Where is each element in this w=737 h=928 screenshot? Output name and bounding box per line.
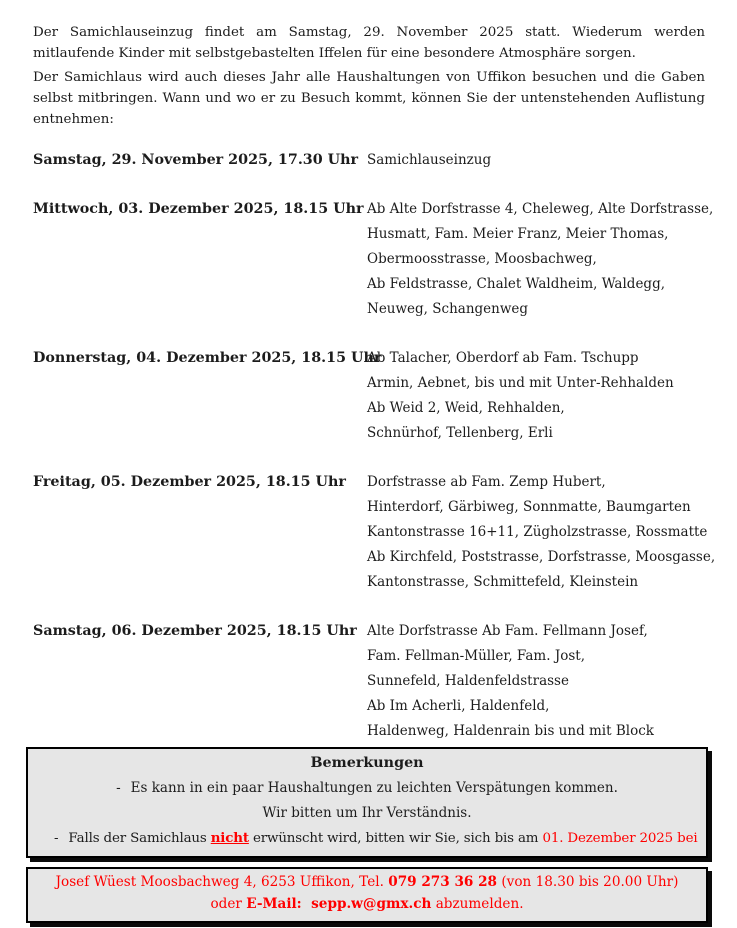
schedule-entry — [33, 619, 705, 744]
schedule-locations — [367, 197, 713, 322]
intro-paragraph-1: Der Samichlauseinzug findet am Samstag, 29. November 2025 statt. Wiederum werden mitlaufende Kinder mit selbstgebastelten Iffelen für eine besondere Atmosphäre sorgen. — [33, 25, 705, 61]
location-line: Kantonstrasse 16+11, Zügholzstrasse, Rossmatte — [367, 524, 708, 540]
remarks-line-3-text — [68, 826, 697, 851]
location-line: Kantonstrasse, Schmittefeld, Kleinstein — [367, 574, 639, 590]
remarks-line-1 — [40, 776, 694, 801]
schedule-entry — [33, 346, 705, 446]
location-line: Husmatt, Fam. Meier Franz, Meier Thomas, — [367, 226, 669, 242]
location-line: Sunnefeld, Haldenfeldstrasse — [367, 673, 569, 689]
location-line: Haldenweg, Haldenrain bis und mit Block — [367, 723, 654, 739]
location-line: Samichlauseinzug — [367, 152, 492, 168]
location-line: Schnürhof, Tellenberg, Erli — [367, 425, 553, 441]
schedule-date: Samstag, 06. Dezember 2025, 18.15 Uhr — [33, 623, 357, 639]
deadline-date: 01. Dezember 2025 bei — [542, 831, 698, 846]
schedule-locations — [367, 148, 705, 173]
contact-segment: abzumelden. — [431, 895, 524, 912]
location-line: Ab Weid 2, Weid, Rehhalden, — [367, 400, 565, 416]
phone-number: 079 273 36 28 — [388, 874, 498, 890]
location-line: Ab Alte Dorfstrasse 4, Cheleweg, Alte Dorfstrasse, — [367, 201, 714, 217]
dash-bullet: - — [54, 831, 59, 846]
remarks-line-3-segment: Falls der Samichlaus — [68, 831, 211, 846]
remarks-line-3-segment: erwünscht wird, bitten wir Sie, sich bis am — [248, 831, 543, 846]
contact-segment: (von 18.30 bis 20.00 Uhr) oder — [210, 874, 679, 912]
schedule-locations — [367, 619, 705, 744]
intro-paragraph-2: Der Samichlaus wird auch dieses Jahr alle Haushaltungen von Uffikon besuchen und die Gaben selbst mitbringen. Wann und wo er zu Besuch kommt, können Sie der untenstehenden Auflistung entnehmen: — [33, 70, 705, 127]
schedule-date: Freitag, 05. Dezember 2025, 18.15 Uhr — [33, 474, 346, 490]
schedule-list — [33, 148, 716, 744]
location-line: Fam. Fellman-Müller, Fam. Jost, — [367, 648, 586, 664]
schedule-entry — [33, 470, 716, 595]
contact-segment: Josef Wüest Moosbachweg 4, 6253 Uffikon, Tel. — [55, 874, 389, 890]
remarks-line-2: Wir bitten um Ihr Verständnis. — [262, 805, 472, 821]
location-line: Ab Im Acherli, Haldenfeld, — [367, 698, 550, 714]
schedule-locations — [367, 346, 705, 446]
location-line: Alte Dorfstrasse Ab Fam. Fellmann Josef, — [367, 623, 648, 639]
location-line: Obermoosstrasse, Moosbachweg, — [367, 251, 597, 267]
schedule-date: Donnerstag, 04. Dezember 2025, 18.15 Uhr — [33, 350, 382, 366]
contact-text — [38, 872, 696, 915]
schedule-entry — [33, 197, 714, 322]
schedule-date: Samstag, 29. November 2025, 17.30 Uhr — [33, 152, 359, 168]
location-line: Neuweg, Schangenweg — [367, 301, 529, 317]
schedule-entry — [33, 148, 705, 173]
remarks-box — [26, 747, 708, 858]
schedule-locations — [367, 470, 715, 595]
location-line: Armin, Aebnet, bis und mit Unter-Rehhalden — [367, 375, 674, 391]
email-address: E-Mail: sepp.w@gmx.ch — [246, 895, 432, 912]
remarks-line-3 — [40, 826, 698, 851]
location-line: Dorfstrasse ab Fam. Zemp Hubert, — [367, 474, 606, 490]
schedule-date: Mittwoch, 03. Dezember 2025, 18.15 Uhr — [33, 201, 364, 217]
remarks-title: Bemerkungen — [310, 755, 424, 771]
remarks-line-1-text: Es kann in ein paar Haushaltungen zu leichten Verspätungen kommen. — [130, 780, 618, 796]
location-line: Ab Talacher, Oberdorf ab Fam. Tschupp — [367, 350, 639, 366]
location-line: Ab Feldstrasse, Chalet Waldheim, Waldegg, — [367, 276, 666, 292]
location-line: Hinterdorf, Gärbiweg, Sonnmatte, Baumgarten — [367, 499, 691, 515]
location-line: Ab Kirchfeld, Poststrasse, Dorfstrasse, Moosgasse, — [367, 549, 716, 565]
contact-box — [26, 867, 708, 923]
dash-bullet: - — [116, 780, 121, 796]
nicht-emphasis: nicht — [210, 830, 249, 846]
